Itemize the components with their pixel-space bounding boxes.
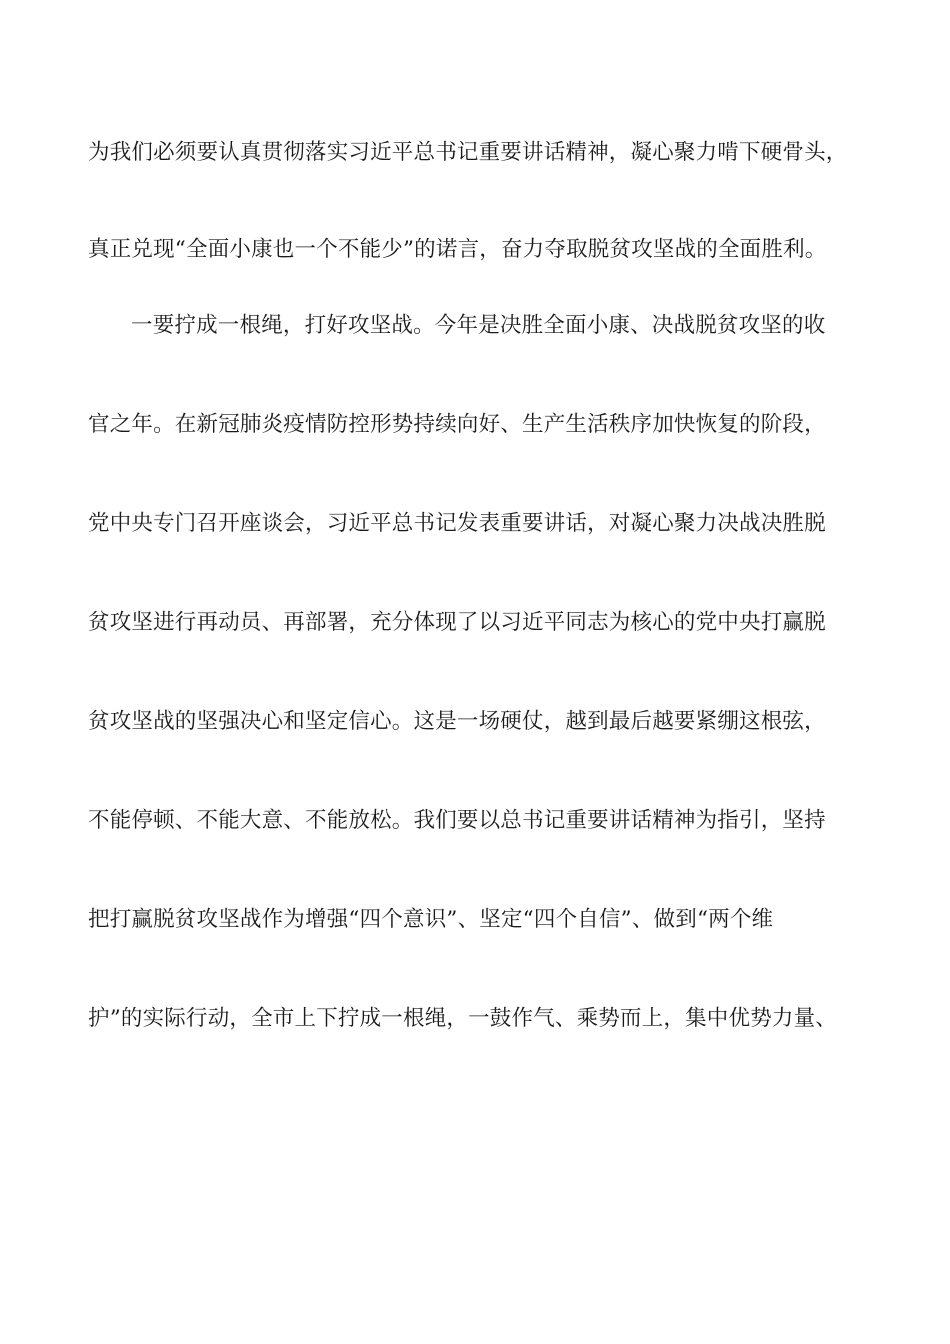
text-line: 真正兑现“全面小康也一个不能少”的诺言，奋力夺取脱贫攻坚战的全面胜利。 [88,237,827,262]
text-line: 党中央专门召开座谈会，习近平总书记发表重要讲话，对凝心聚力决战决胜脱 [88,511,826,536]
text-line: 官之年。在新冠肺炎疫情防控形势持续向好、生产生活秩序加快恢复的阶段， [88,412,826,437]
text-line: 贫攻坚进行再动员、再部署，充分体现了以习近平同志为核心的党中央打赢脱 [88,610,826,635]
text-line: 把打赢脱贫攻坚战作为增强“四个意识”、坚定“四个自信”、做到“两个维 [88,907,774,932]
text-line: 护”的实际行动，全市上下拧成一根绳，一鼓作气、乘势而上，集中优势力量、 [88,1006,837,1031]
paragraph-first-line: 一要拧成一根绳，打好攻坚战。今年是决胜全面小康、决战脱贫攻坚的收 [131,313,826,338]
text-line: 贫攻坚战的坚强决心和坚定信心。这是一场硬仗，越到最后越要紧绷这根弦， [88,709,826,734]
text-line: 不能停顿、不能大意、不能放松。我们要以总书记重要讲话精神为指引，坚持 [88,808,826,833]
text-line: 为我们必须要认真贯彻落实习近平总书记重要讲话精神，凝心聚力啃下硬骨头， [88,140,848,165]
